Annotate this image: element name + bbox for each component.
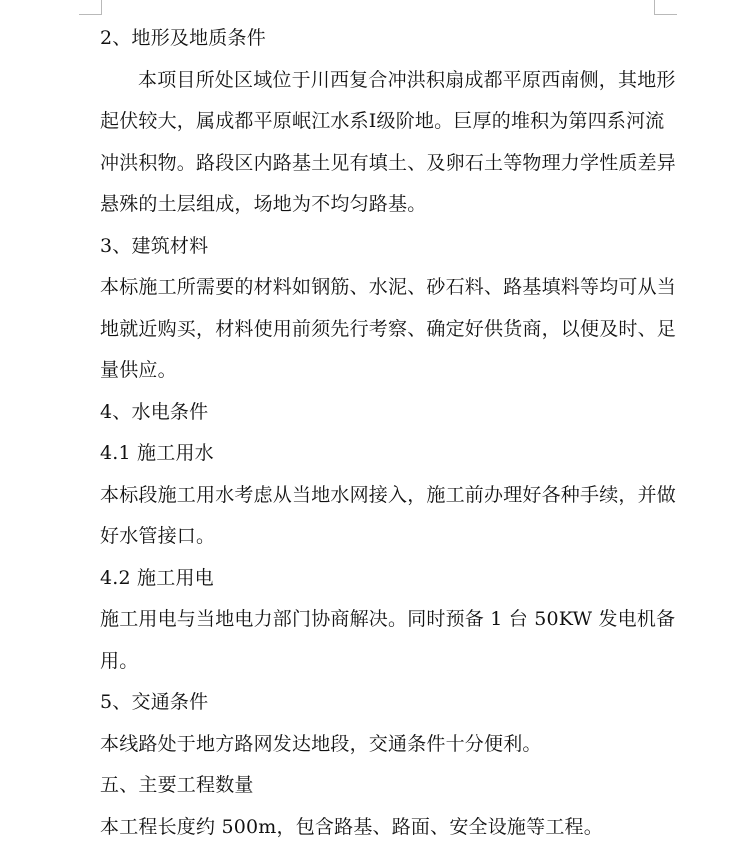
- paragraph-line: 施工用电与当地电力部门协商解决。同时预备 1 台 50KW 发电机备: [100, 608, 676, 630]
- section-heading-building-materials: 3、建筑材料: [100, 234, 209, 257]
- paragraph-line: 地就近购买，材料使用前须先行考察、确定好供货商，以便及时、足: [100, 317, 677, 340]
- paragraph-line: 悬殊的土层组成，场地为不均匀路基。: [100, 193, 427, 215]
- paragraph-line: 量供应。: [100, 359, 177, 381]
- subsection-heading-construction-water: 4.1 施工用水: [100, 442, 214, 464]
- paragraph-line: 本标段施工用水考虑从当地水网接入，施工前办理好各种手续，并做: [100, 483, 677, 506]
- paragraph-line: 本标施工所需要的材料如钢筋、水泥、砂石料、路基填料等均可从当: [100, 276, 677, 298]
- paragraph-line: 本工程长度约 500m，包含路基、路面、安全设施等工程。: [100, 815, 603, 838]
- document-body: [100, 18, 677, 848]
- paragraph-line: 冲洪积物。路段区内路基土见有填土、及卵石土等物理力学性质差异: [100, 151, 677, 174]
- paragraph-line: 好水管接口。: [100, 525, 216, 547]
- paragraph-line: 本项目所处区域位于川西复合冲洪积扇成都平原西南侧，其地形: [138, 68, 676, 91]
- crop-mark-top-right: [654, 0, 677, 15]
- section-heading-terrain-geology: 2、地形及地质条件: [100, 27, 266, 49]
- section-heading-traffic: 5、交通条件: [100, 691, 209, 713]
- section-heading-water-power: 4、水电条件: [100, 400, 209, 423]
- paragraph-line: 用。: [100, 649, 139, 672]
- paragraph-line: 起伏较大，属成都平原岷江水系Ⅰ级阶地。巨厚的堆积为第四系河流: [100, 110, 665, 132]
- subsection-heading-construction-power: 4.2 施工用电: [100, 566, 214, 589]
- paragraph-line: 本线路处于地方路网发达地段，交通条件十分便利。: [100, 732, 542, 755]
- chapter-heading-main-quantities: 五、主要工程数量: [100, 774, 254, 796]
- crop-mark-top-left: [79, 0, 102, 15]
